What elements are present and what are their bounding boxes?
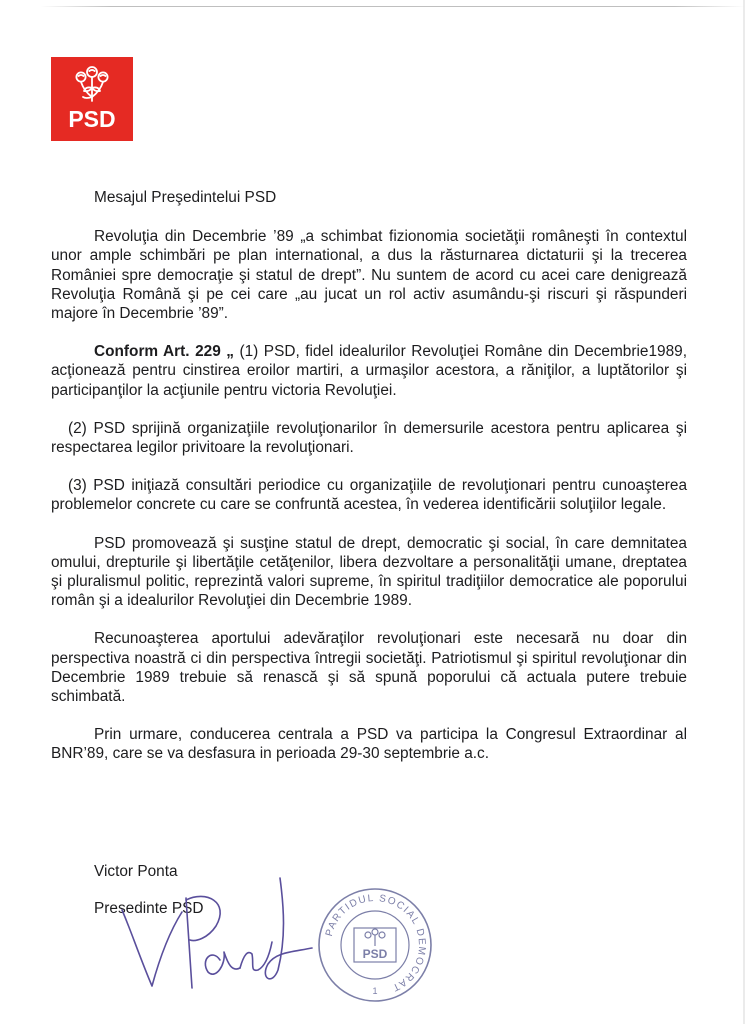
paragraph-1: Revoluţia din Decembrie ’89 „a schimbat fizionomia societăţii româneşti în contextul unor ample schimbări pe plan international, a dus la răsturnarea dictaturii şi la trecerea României spre democraţie şi statul de drept”. Nu suntem de acord cu acei care denigrează Revoluţia Română şi pe cei care „au jucat un rol activ asumându-şi riscuri şi răspunderi majore în Decembrie ’89”. [51, 228, 687, 323]
logo-text: PSD [68, 106, 116, 132]
paragraph-4: (3) PSD iniţiază consultări periodice cu organizaţiile de revoluţionari pentru cunoaşterea problemelor concrete cu care se confruntă acestea, în vederea identificării soluţiilor legale. [51, 477, 687, 514]
article-reference: Conform Art. 229 „ [94, 343, 234, 361]
paragraph-6: Recunoaşterea aportului adevăraţilor revoluţionari este necesară nu doar din perspectiva noastră ci din perspectiva întregii societăţi. Patriotismul şi spiritul revoluţionar din Decembrie 1989 trebuie să renască şi să spună poporului că actuala putere trebuie schimbată. [51, 630, 687, 706]
paragraph-2-text: (1) PSD, fidel idealurilor Revoluţiei Române din Decembrie1989, acţionează pentru cinstirea eroilor martiri, a urmaşilor acestora, a răniţilor, a luptătorilor şi participanţilor la acţiunile pentru victoria Revoluţiei. [51, 343, 687, 399]
signatory-role: Presedinte PSD [94, 900, 204, 917]
paragraph-7: Prin urmare, conducerea centrala a PSD va participa la Congresul Extraordinar al BNR’89, care se va desfasura in perioada 29-30 septembrie a.c. [51, 726, 687, 763]
paragraph-2 [51, 342, 687, 400]
official-stamp [310, 880, 440, 1010]
paragraph-3: (2) PSD sprijină organizaţiile revoluţionarilor în demersurile acestora pentru aplicarea şi respectarea legilor privitoare la revoluţionari. [51, 419, 687, 457]
handwritten-signature [120, 868, 320, 998]
paragraph-5: PSD promovează şi susţine statul de drept, democratic şi social, în care demnitatea omului, drepturile şi libertăţile cetăţenilor, libera dezvoltare a personalităţii umane, dreptatea şi pluralismul politic, reprezintă valori supreme, în spiritul tradiţiilor democratice ale poporului român şi a idealurilor Revoluţiei din Decembrie 1989. [51, 534, 687, 610]
psd-logo [51, 57, 133, 141]
letter-body [51, 188, 687, 764]
signatory-name: Victor Ponta [94, 863, 178, 880]
stamp-ring-text: PARTIDUL SOCIAL DEMOCRAT [323, 892, 428, 994]
scan-edge-top [40, 6, 745, 7]
stamp-center-text: PSD [362, 947, 388, 961]
stamp-number: 1 [372, 986, 378, 996]
document-title: Mesajul Preşedintelui PSD [94, 189, 277, 206]
